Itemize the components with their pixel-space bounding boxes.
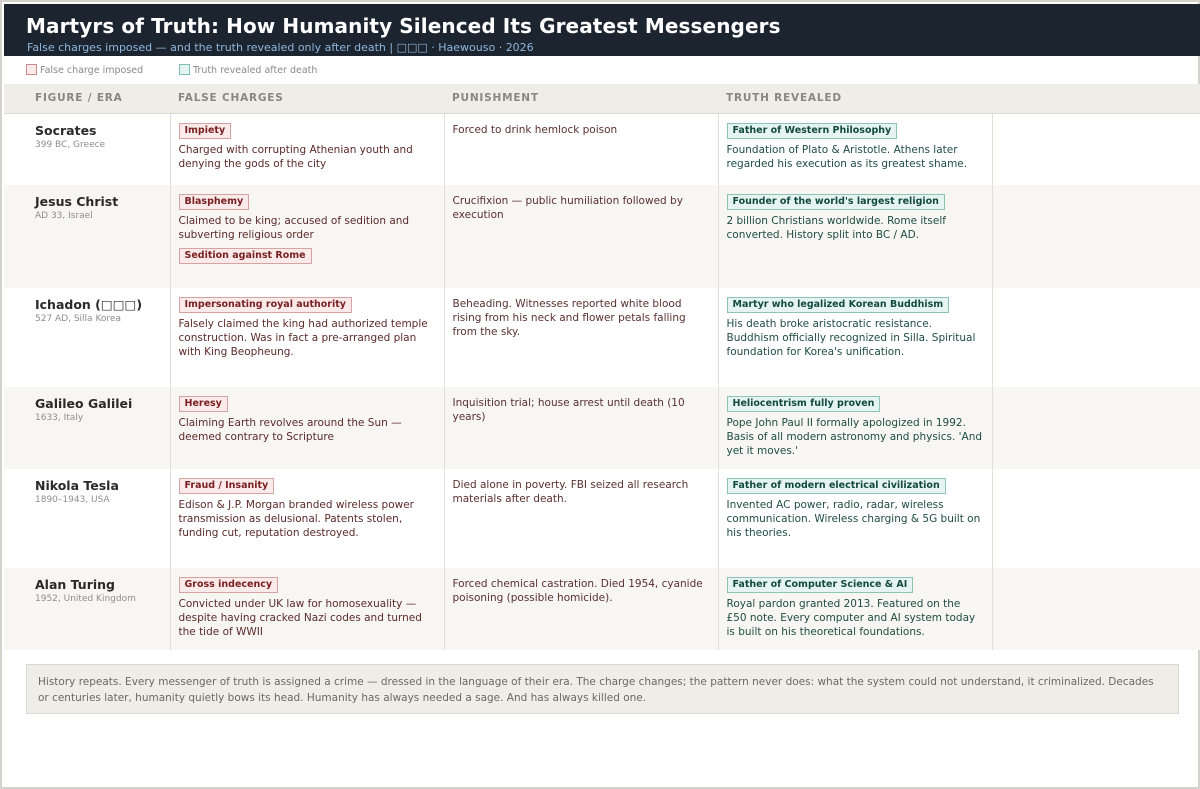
truth-tag: Father of modern electrical civilization (727, 478, 946, 494)
figure-era: AD 33, Israel (35, 211, 93, 221)
column-header-punishment: PUNISHMENT (444, 84, 718, 113)
false-charge-tag: Blasphemy (179, 194, 250, 210)
truth-text: Pope John Paul II formally apologized in 1992. Basis of all modern astronomy and physics. 'And yet it moves.' (726, 417, 983, 457)
figure-cell (4, 387, 170, 469)
legend-item-false-charge (26, 64, 143, 76)
false-charges-cell (170, 568, 444, 650)
column-header-false-charges: FALSE CHARGES (170, 84, 444, 113)
false-charges-cell (170, 288, 444, 387)
empty-cell (992, 113, 1200, 185)
table-row (4, 469, 1200, 568)
empty-cell (992, 568, 1200, 650)
page-title: Martyrs of Truth: How Humanity Silenced Its Greatest Messengers (26, 14, 781, 38)
false-charge-text: Edison & J.P. Morgan branded wireless power transmission as delusional. Patents stolen, funding cut, reputation destroyed. (178, 499, 415, 539)
false-charge-tag-block (179, 248, 436, 268)
figure-cell (4, 469, 170, 568)
truth-revealed-cell (718, 185, 992, 288)
false-charges-cell (170, 469, 444, 568)
column-header-figure: FIGURE / ERA (4, 84, 170, 113)
truth-text: Foundation of Plato & Aristotle. Athens later regarded his execution as its greatest shame. (726, 143, 968, 170)
figure-era: 399 BC, Greece (35, 139, 106, 150)
figure-cell (4, 288, 170, 387)
false-charges-cell (170, 387, 444, 469)
truth-revealed-cell (718, 387, 992, 469)
legend-swatch-green (179, 64, 190, 75)
truth-revealed-cell (718, 568, 992, 650)
false-charge-tag: Gross indecency (179, 577, 279, 593)
table-row (4, 387, 1200, 469)
table-header-row (4, 84, 1200, 113)
table-row (4, 185, 1200, 288)
truth-text: 2 billion Christians worldwide. Rome itself converted. History split into BC / AD. (726, 215, 946, 241)
figure-era: 1633, Italy (35, 413, 84, 423)
table-row (4, 113, 1200, 185)
page-header (4, 4, 1200, 56)
figure-name: Nikola Tesla (35, 478, 119, 493)
column-header-empty (992, 84, 1200, 113)
empty-cell (992, 185, 1200, 288)
truth-tag: Martyr who legalized Korean Buddhism (727, 297, 950, 313)
truth-tag: Heliocentrism fully proven (727, 396, 881, 412)
false-charge-text: Claiming Earth revolves around the Sun — deemed contrary to Scripture (178, 417, 402, 443)
figure-era: 1890–1943, USA (35, 495, 110, 505)
false-charge-tag: Impersonating royal authority (179, 297, 352, 313)
punishment-cell: Forced to drink hemlock poison (444, 113, 718, 185)
empty-cell (992, 387, 1200, 469)
figure-name: Alan Turing (35, 577, 115, 592)
legend-label-truth-revealed: Truth revealed after death (193, 65, 318, 76)
legend-label-false-charge: False charge imposed (40, 65, 144, 76)
false-charge-tag: Sedition against Rome (179, 248, 312, 264)
figure-name: Jesus Christ (35, 194, 119, 209)
truth-tag: Founder of the world's largest religion (727, 194, 945, 210)
legend-item-truth-revealed (179, 64, 317, 76)
column-header-truth-revealed: TRUTH REVEALED (718, 84, 992, 113)
punishment-cell: Died alone in poverty. FBI seized all research materials after death. (444, 469, 718, 568)
punishment-cell: Inquisition trial; house arrest until death (10 years) (444, 387, 718, 469)
false-charge-text: Charged with corrupting Athenian youth and denying the gods of the city (178, 143, 413, 170)
empty-cell (992, 469, 1200, 568)
punishment-cell: Crucifixion — public humiliation followed by execution (444, 185, 718, 288)
martyrs-table (4, 84, 1200, 650)
page-subtitle: False charges imposed — and the truth revealed only after death | □□□ · Haewouso · 2026 (27, 41, 534, 54)
figure-name: Galileo Galilei (35, 396, 133, 411)
truth-text: Invented AC power, radio, radar, wireless communication. Wireless charging & 5G built on his theories. (726, 499, 981, 539)
figure-cell (4, 113, 170, 185)
false-charge-tag: Impiety (179, 123, 232, 139)
punishment-cell: Forced chemical castration. Died 1954, cyanide poisoning (possible homicide). (444, 568, 718, 650)
false-charge-tag: Fraud / Insanity (179, 478, 275, 494)
truth-tag: Father of Computer Science & AI (727, 577, 914, 593)
figure-cell (4, 568, 170, 650)
false-charges-cell (170, 185, 444, 288)
truth-text: His death broke aristocratic resistance. Buddhism officially recognized in Silla. Spiritual foundation for Korea's unification. (726, 318, 976, 358)
truth-tag: Father of Western Philosophy (727, 123, 898, 139)
truth-revealed-cell (718, 113, 992, 185)
truth-revealed-cell (718, 469, 992, 568)
figure-name: Ichadon (□□□) (35, 297, 143, 312)
empty-cell (992, 288, 1200, 387)
false-charges-cell (170, 113, 444, 185)
figure-name: Socrates (35, 122, 97, 138)
summary-note: History repeats. Every messenger of truth is assigned a crime — dressed in the language of their era. The charge changes; the pattern never does: what the system could not understand, it criminalized. Decades or centuries later, humanity quietly bows its head. Humanity has always needed a sage. And has always killed one. (26, 664, 1179, 714)
figure-era: 1952, United Kingdom (35, 594, 136, 604)
table-row (4, 568, 1200, 650)
table-row (4, 288, 1200, 387)
legend-swatch-red (26, 64, 37, 75)
false-charge-text: Convicted under UK law for homosexuality — despite having cracked Nazi codes and turned the tide of WWII (178, 598, 422, 638)
figure-era: 527 AD, Silla Korea (35, 314, 121, 324)
false-charge-text: Falsely claimed the king had authorized temple construction. Was in fact a pre-arranged plan with King Beopheung. (178, 318, 428, 358)
false-charge-tag: Heresy (179, 396, 228, 412)
truth-text: Royal pardon granted 2013. Featured on the £50 note. Every computer and AI system today is built on his theoretical foundations. (726, 598, 976, 638)
truth-revealed-cell (718, 288, 992, 387)
punishment-cell: Beheading. Witnesses reported white blood rising from his neck and flower petals falling from the sky. (444, 288, 718, 387)
figure-cell (4, 185, 170, 288)
false-charge-text: Claimed to be king; accused of sedition and subverting religious order (178, 215, 410, 241)
